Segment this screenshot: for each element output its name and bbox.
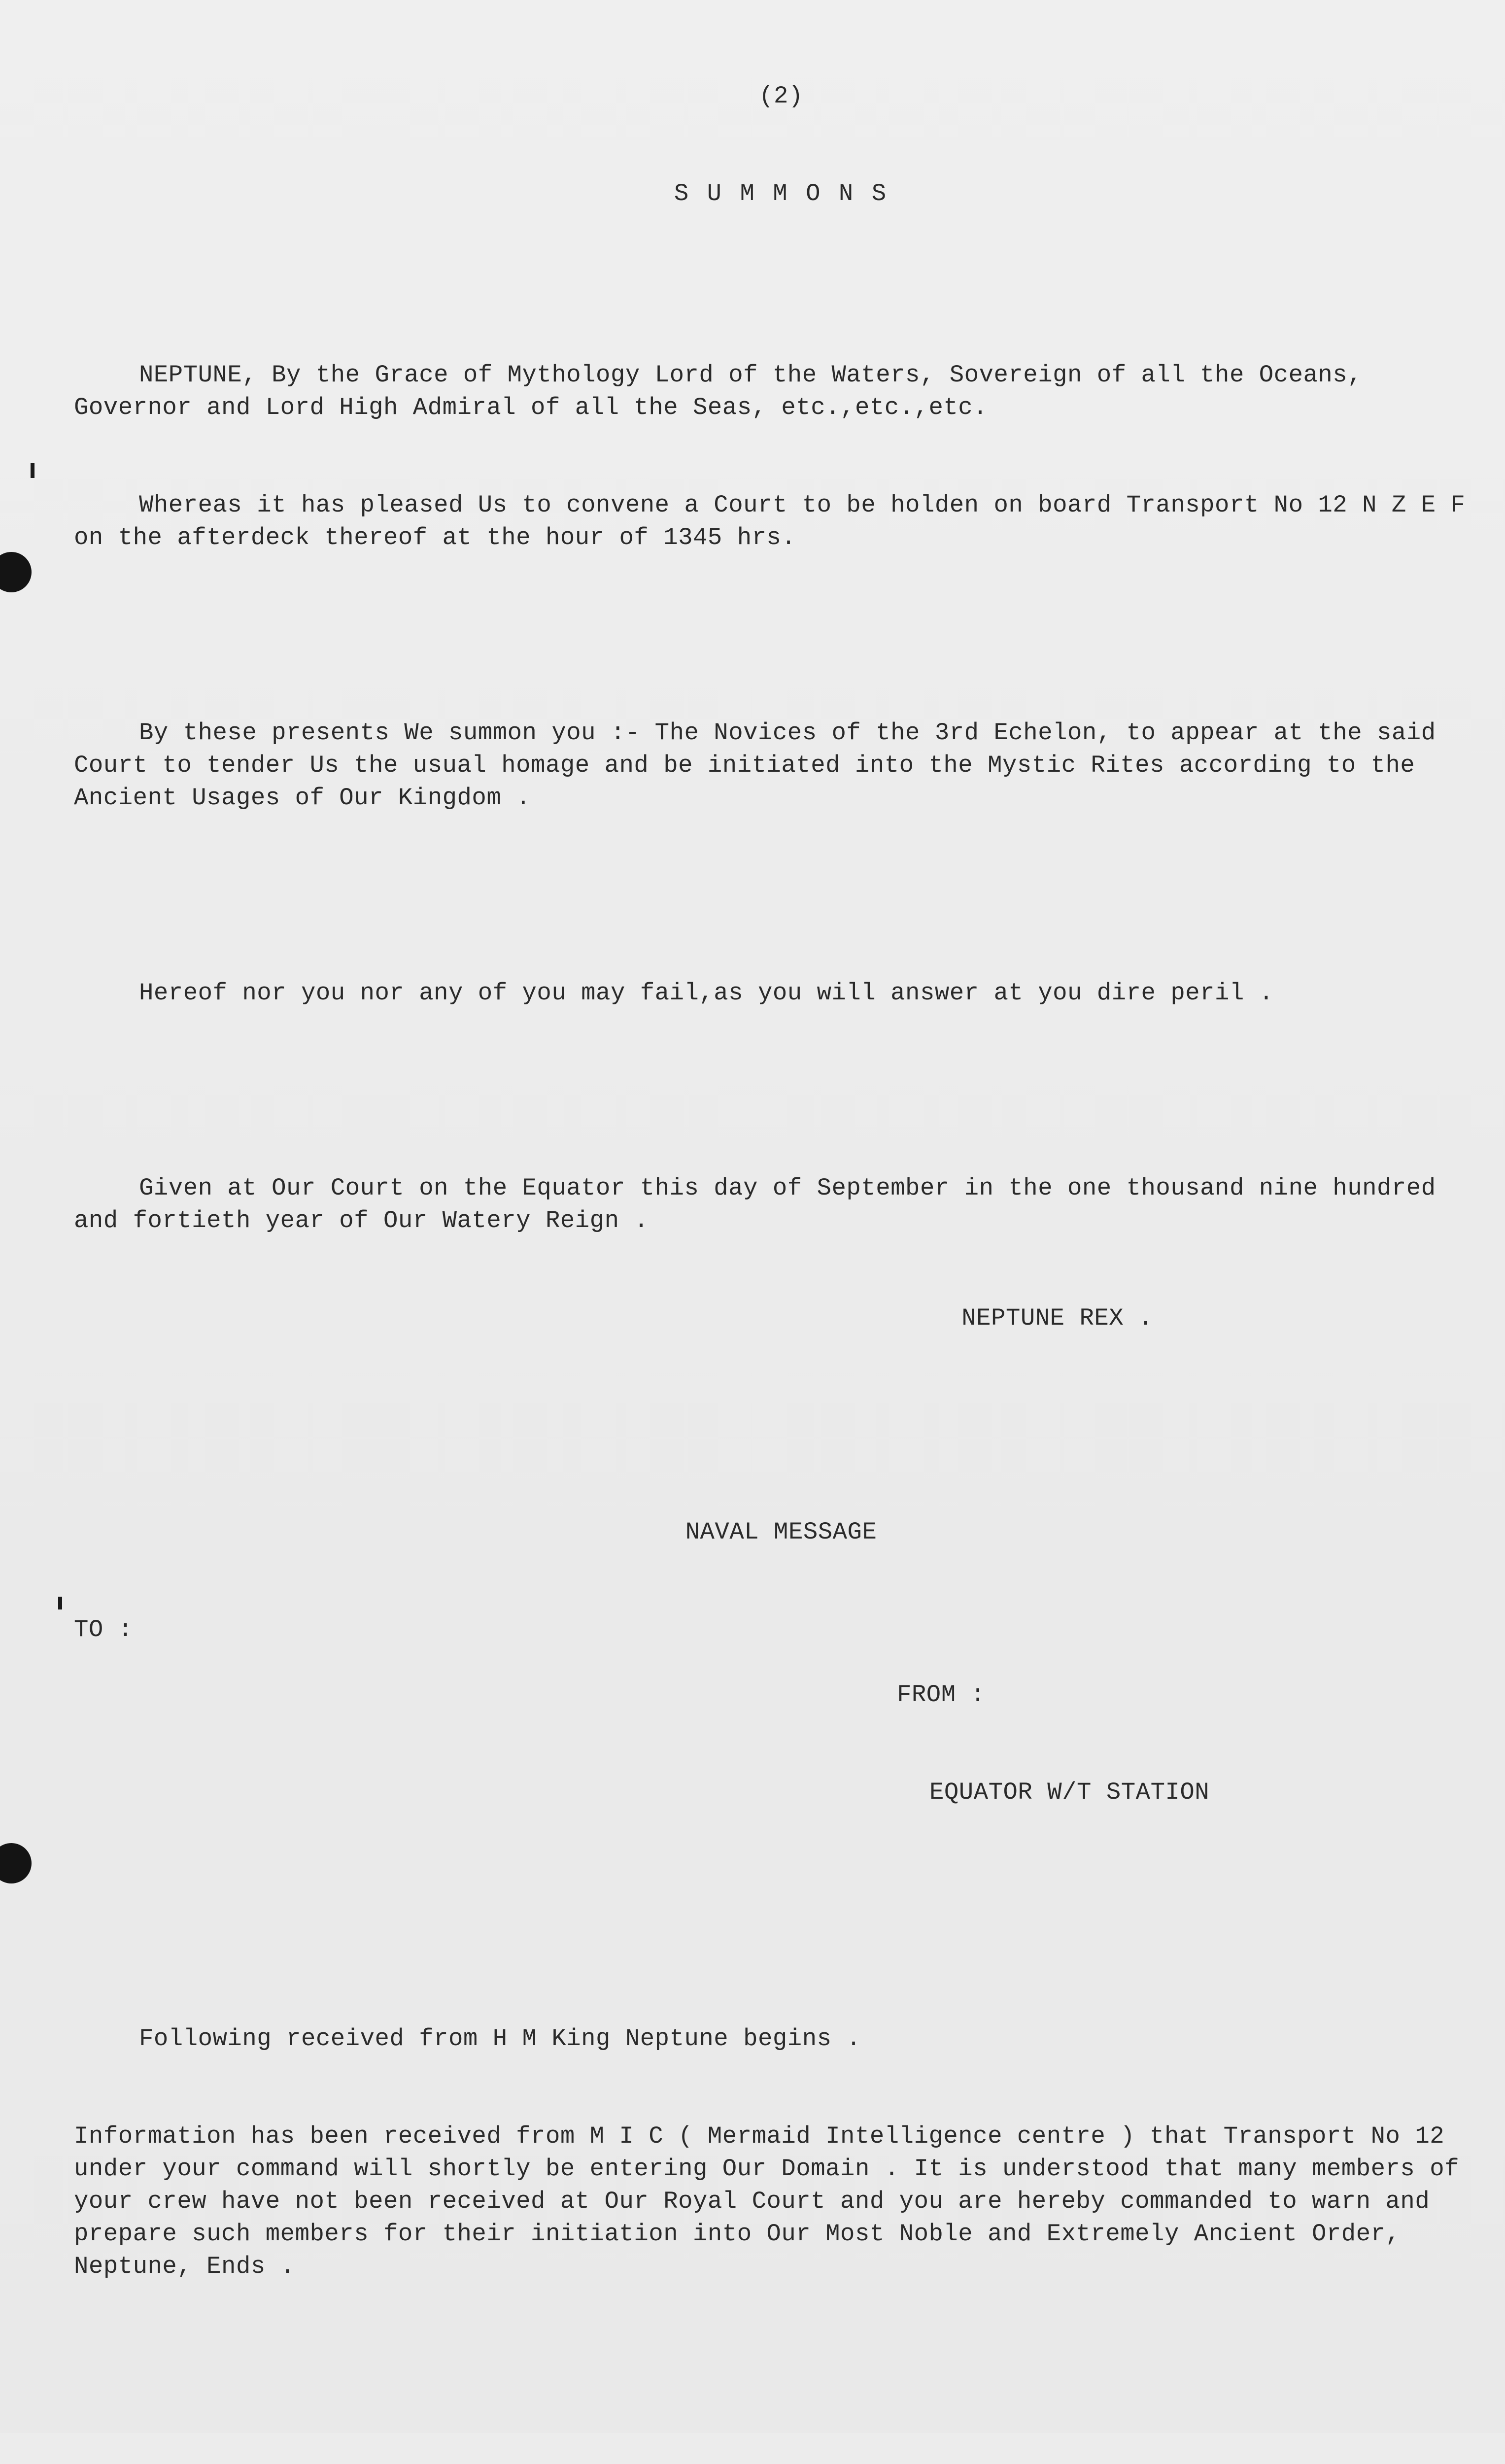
summons-para-1: NEPTUNE, By the Grace of Mythology Lord of the Waters, Sovereign of all the Oceans, Governor and Lord High Admiral of all the Seas, etc.,etc.,etc. [74,361,1377,421]
document-body [74,15,1488,2464]
summons-heading: S U M M O N S [674,180,889,207]
page-mark [58,1597,62,1609]
punch-hole-top [0,552,32,592]
summons-para-4: Hereof nor you nor any of you may fail,as you will answer at you dire peril . [139,979,1274,1007]
naval-message-1-header [74,1613,1488,1874]
naval-message-1-from: FROM : [897,1681,986,1709]
summons-signature: NEPTUNE REX . [961,1304,1153,1332]
naval-message-1-from-block [897,1613,1488,1874]
page-mark [31,463,34,478]
summons-para-3: By these presents We summon you :- The Novices of the 3rd Echelon, to appear at the said Court to tender Us the usual homage and be initiated into the Mystic Rites according to the Ancient Usages of Our Kingdom . [74,719,1451,812]
naval-message-1-body: Information has been received from M I C ( Mermaid Intelligence centre ) that Transport No 12 under your command will shortly be entering Our Domain . It is understood that many members of your crew have not been received at Our Royal Court and you are hereby commanded to warn and prepare such members for their initiation into Our Most Noble and Extremely Ancient Order, Neptune, Ends . [74,2122,1474,2280]
naval-message-1-heading: NAVAL MESSAGE [685,1518,877,1546]
summons-para-5: Given at Our Court on the Equator this day of September in the one thousand nine hundred and fortieth year of Our Watery Reign . [74,1174,1451,1234]
summons-para-2: Whereas it has pleased Us to convene a Court to be holden on board Transport No 12 N Z E F on the afterdeck thereof at the hour of 1345 hrs. [74,491,1480,551]
punch-hole-bottom [0,1843,32,1883]
naval-message-1-from-value: EQUATOR W/T STATION [929,1779,1210,1806]
naval-message-1-to: TO : [74,1616,133,1643]
naval-message-1-intro: Following received from H M King Neptune begins . [139,2025,861,2053]
page-number: (2) [759,82,803,110]
